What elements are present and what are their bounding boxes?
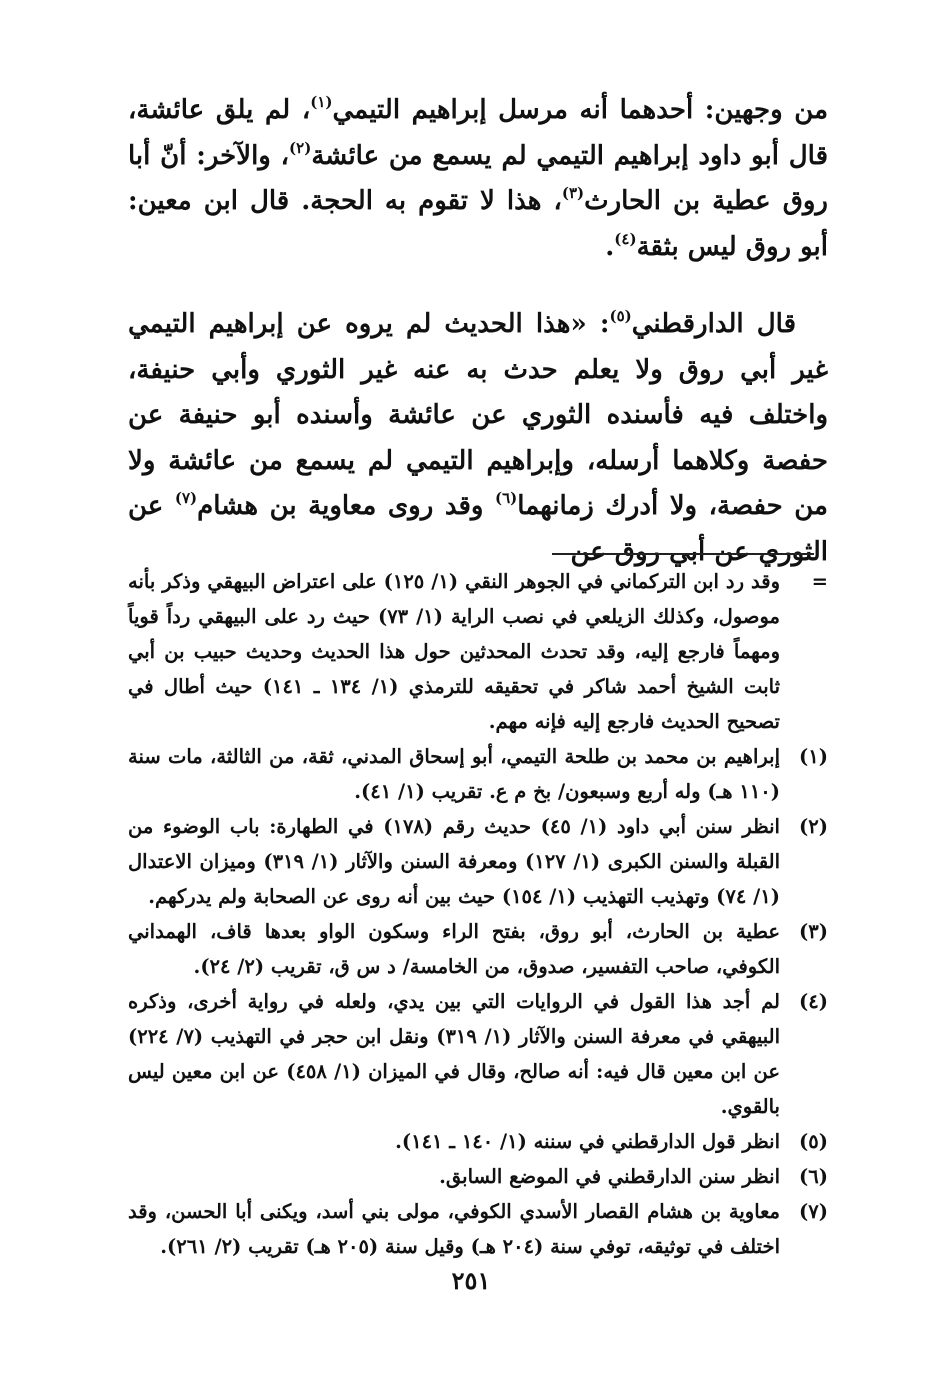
footnote-text: لم أجد هذا القول في الروايات التي بين يدي، ولعله في رواية أخرى، وذكره البيهقي في معرفة السنن والآثار (١/ ٣١٩) ونقل ابن حجر في التهذيب (٧/ ٢٢٤) عن ابن معين قال فيه: أنه صالح، وقال في الميزان (١/ ٤٥٨) عن ابن معين ليس بالقوي. — [128, 990, 781, 1118]
text-run: ، لم يلق عائشة، قال أبو داود إبراهيم التيمي لم يسمع من عائشة — [128, 95, 829, 171]
main-text — [128, 88, 828, 575]
text-run: قال الدارقطني — [631, 309, 796, 339]
text-run: : «هذا الحديث لم يروه عن إبراهيم التيمي غير أبي روق ولا يعلم حدث به عنه غير الثوري وأبي حنيفة، واختلف فيه فأسنده الثوري عن عائشة وأسنده أبو حنيفة عن حفصة وكلاهما أرسله، وإبراهيم التيمي لم يسمع من عائشة ولا من حفصة، ولا أدرك زمانهما — [128, 309, 828, 521]
footnote-marker: (٤) — [799, 990, 828, 1013]
text-run: ، والآخر: أنّ أبا روق عطية بن الحارث — [128, 140, 828, 216]
footnote-item — [128, 1124, 828, 1159]
text-run: وقد روى معاوية بن هشام — [197, 491, 495, 521]
footnote-text: عطية بن الحارث، أبو روق، بفتح الراء وسكون الواو بعدها قاف، الهمداني الكوفي، صاحب التفسير، صدوق، من الخامسة/ د س ق، تقريب (٢/ ٢٤). — [128, 920, 780, 978]
footnote-marker: (٦) — [799, 1165, 828, 1188]
main-paragraph-1 — [128, 88, 828, 270]
footnote-marker: (٥) — [799, 1130, 828, 1153]
footnote-item — [128, 984, 828, 1124]
footnote-ref: (١) — [310, 93, 333, 111]
footnote-item — [128, 1159, 828, 1194]
text-run: من وجهين: أحدهما أنه مرسل إبراهيم التيمي — [332, 95, 828, 125]
footnote-separator — [552, 553, 814, 555]
footnote-item — [128, 1194, 828, 1264]
footnote-ref: (٣) — [561, 184, 585, 202]
footnote-marker: (٧) — [799, 1200, 828, 1223]
footnote-marker: (٢) — [799, 815, 828, 838]
footnote-item — [128, 914, 828, 984]
text-run: . — [605, 231, 615, 262]
footnote-marker: (١) — [799, 745, 828, 768]
footnote-text: وقد رد ابن التركماني في الجوهر النقي (١/ ١٢٥) على اعتراض البيهقي وذكر بأنه موصول، وكذلك الزيلعي في نصب الراية (١/ ٧٣) حيث رد على البيهقي رداً قوياً ومهماً فارجع إليه، وقد تحدث المحدثين حول هذا الحديث وحديث حبيب بن أبي ثابت الشيخ أحمد شاكر في تحقيقه للترمذي (١/ ١٣٤ ـ ١٤١) حيث أطال في تصحيح الحديث فارجع إليه فإنه مهم. — [128, 570, 780, 733]
footnote-text: إبراهيم بن محمد بن طلحة التيمي، أبو إسحاق المدني، ثقة، من الثالثة، مات سنة (١١٠ هـ) وله أربع وسبعون/ بخ م ع. تقريب (١/ ٤١). — [128, 745, 780, 803]
footnote-text: انظر قول الدارقطني في سننه (١/ ١٤٠ ـ ١٤١). — [395, 1130, 780, 1153]
footnote-ref: (٧) — [174, 489, 198, 507]
text-run: ، هذا لا تقوم به الحجة. قال ابن معين: أبو روق ليس بثقة — [128, 186, 828, 262]
footnote-item — [128, 564, 828, 739]
footnote-ref: (٥) — [609, 307, 632, 325]
footnote-marker: = — [811, 570, 828, 593]
footnote-text: انظر سنن أبي داود (١/ ٤٥) حديث رقم (١٧٨) في الطهارة: باب الوضوء من القبلة والسنن الكبرى (١/ ١٢٧) ومعرفة السنن والآثار (١/ ٣١٩) وميزان الاعتدال (١/ ٧٤) وتهذيب التهذيب (١/ ١٥٤) حيث بين أنه روى عن الصحابة ولم يدركهم. — [128, 815, 780, 908]
footnote-text: معاوية بن هشام القصار الأسدي الكوفي، مولى بني أسد، ويكنى أبا الحسن، وقد اختلف في توثيقه، توفي سنة (٢٠٤ هـ) وقيل سنة (٢٠٥ هـ) تقريب (٢/ ٢٦١). — [128, 1200, 780, 1258]
footnotes — [128, 564, 828, 1264]
page-number: ٢٥١ — [451, 1266, 491, 1295]
footnote-item — [128, 809, 828, 914]
footnote-ref: (٢) — [289, 138, 312, 157]
main-paragraph-2 — [128, 302, 828, 575]
footnote-item — [128, 739, 828, 809]
text-run: عن الثوري عن أبي روق عن — [128, 491, 828, 567]
footnote-text: انظر سنن الدارقطني في الموضع السابق. — [439, 1165, 780, 1188]
footnote-ref: (٦) — [494, 489, 518, 507]
footnote-ref: (٤) — [614, 229, 637, 248]
footnote-marker: (٣) — [799, 920, 828, 943]
